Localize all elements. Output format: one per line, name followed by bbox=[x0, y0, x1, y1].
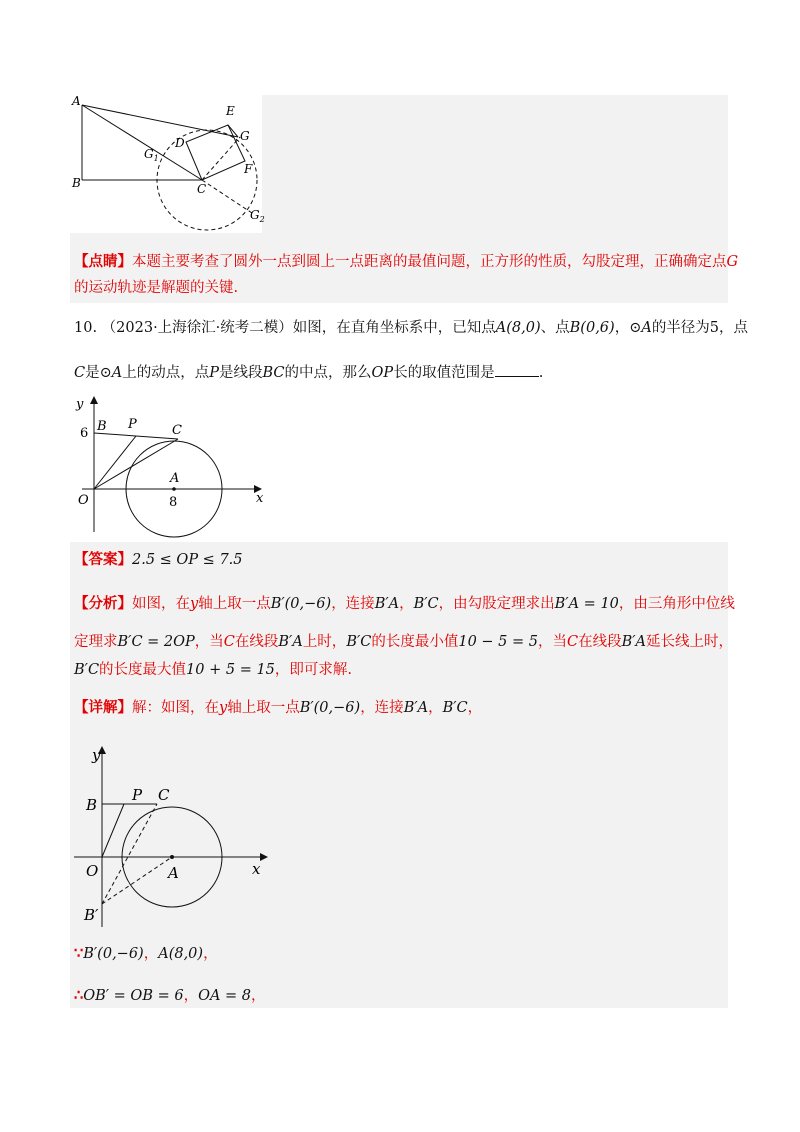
dianjing-line1: 【点睛】本题主要考查了圆外一点到圆上一点距离的最值问题，正方形的性质，勾股定理，正确确定点G bbox=[74, 253, 739, 270]
fig1-label-y: y bbox=[76, 397, 84, 412]
coordinate-figure-1 bbox=[72, 392, 272, 542]
fig1-label-O: O bbox=[78, 493, 89, 508]
fig2-label-Bprime: B′ bbox=[84, 906, 99, 924]
fig1-point-A bbox=[172, 487, 176, 491]
answer-line: 【答案】2.5 ≤ OP ≤ 7.5 bbox=[74, 551, 243, 568]
fig2-label-x: x bbox=[252, 860, 261, 878]
fig2-label-O: O bbox=[86, 862, 99, 880]
fig1-label-C: C bbox=[172, 423, 182, 438]
fig1-label-A: A bbox=[170, 471, 180, 486]
fig1-label-6: 6 bbox=[80, 426, 89, 441]
problem-line2: C是⊙A上的动点，点P是线段BC的中点，那么OP长的取值范围是 . bbox=[74, 362, 543, 383]
fig-top-label-B: B bbox=[72, 176, 81, 190]
fig2-label-y: y bbox=[92, 746, 101, 764]
analysis-line2: 定理求B′C = 2OP，当C在线段B′A上时，B′C的长度最小值10 − 5 = 5，当C在线段B′A延长线上时， bbox=[74, 634, 734, 650]
since-line: ∵B′(0,−6)，A(8,0)， bbox=[74, 945, 218, 962]
fig2-label-A: A bbox=[168, 864, 179, 882]
answer-blank bbox=[495, 362, 539, 377]
fig-top-label-G: G bbox=[240, 129, 250, 143]
fig2-point-A bbox=[170, 855, 174, 859]
top-geometry-figure bbox=[70, 94, 265, 233]
fig1-label-B: B bbox=[97, 419, 107, 434]
analysis-line3: B′C的长度最大值10 + 5 = 15，即可求解. bbox=[74, 662, 353, 678]
fig1-label-8: 8 bbox=[169, 495, 178, 510]
fig-top-label-G1: $G_1$ bbox=[144, 147, 159, 163]
fig1-label-x: x bbox=[256, 491, 264, 506]
detail-line: 【详解】解：如图，在y轴上取一点B′(0,−6)，连接B′A，B′C， bbox=[74, 699, 483, 716]
fig-top-label-A: A bbox=[72, 94, 81, 108]
therefore-line: ∴OB′ = OB = 6，OA = 8， bbox=[74, 987, 266, 1004]
dianjing-line2: 的运动轨迹是解题的关键. bbox=[74, 280, 239, 296]
fig1-label-P: P bbox=[128, 417, 137, 432]
analysis-line1: 【分析】如图，在y轴上取一点B′(0,−6)，连接B′A，B′C，由勾股定理求出B′A = 10，由三角形中位线 bbox=[74, 595, 735, 612]
problem-line1: 10. （2023·上海徐汇·统考二模）如图，在直角坐标系中，已知点A(8,0)、点B(0,6)，⊙A的半径为5，点 bbox=[74, 320, 749, 336]
fig-top-label-D: D bbox=[175, 136, 185, 150]
fig-top-label-C: C bbox=[197, 182, 207, 196]
fig-top-label-E: E bbox=[226, 104, 235, 118]
coordinate-figure-2 bbox=[72, 742, 272, 932]
fig2-label-B: B bbox=[86, 796, 98, 814]
fig2-label-C: C bbox=[158, 786, 170, 804]
fig-top-label-G2: $G_2$ bbox=[250, 208, 265, 224]
fig-top-label-F: F bbox=[244, 162, 253, 176]
fig2-label-P: P bbox=[132, 786, 143, 804]
